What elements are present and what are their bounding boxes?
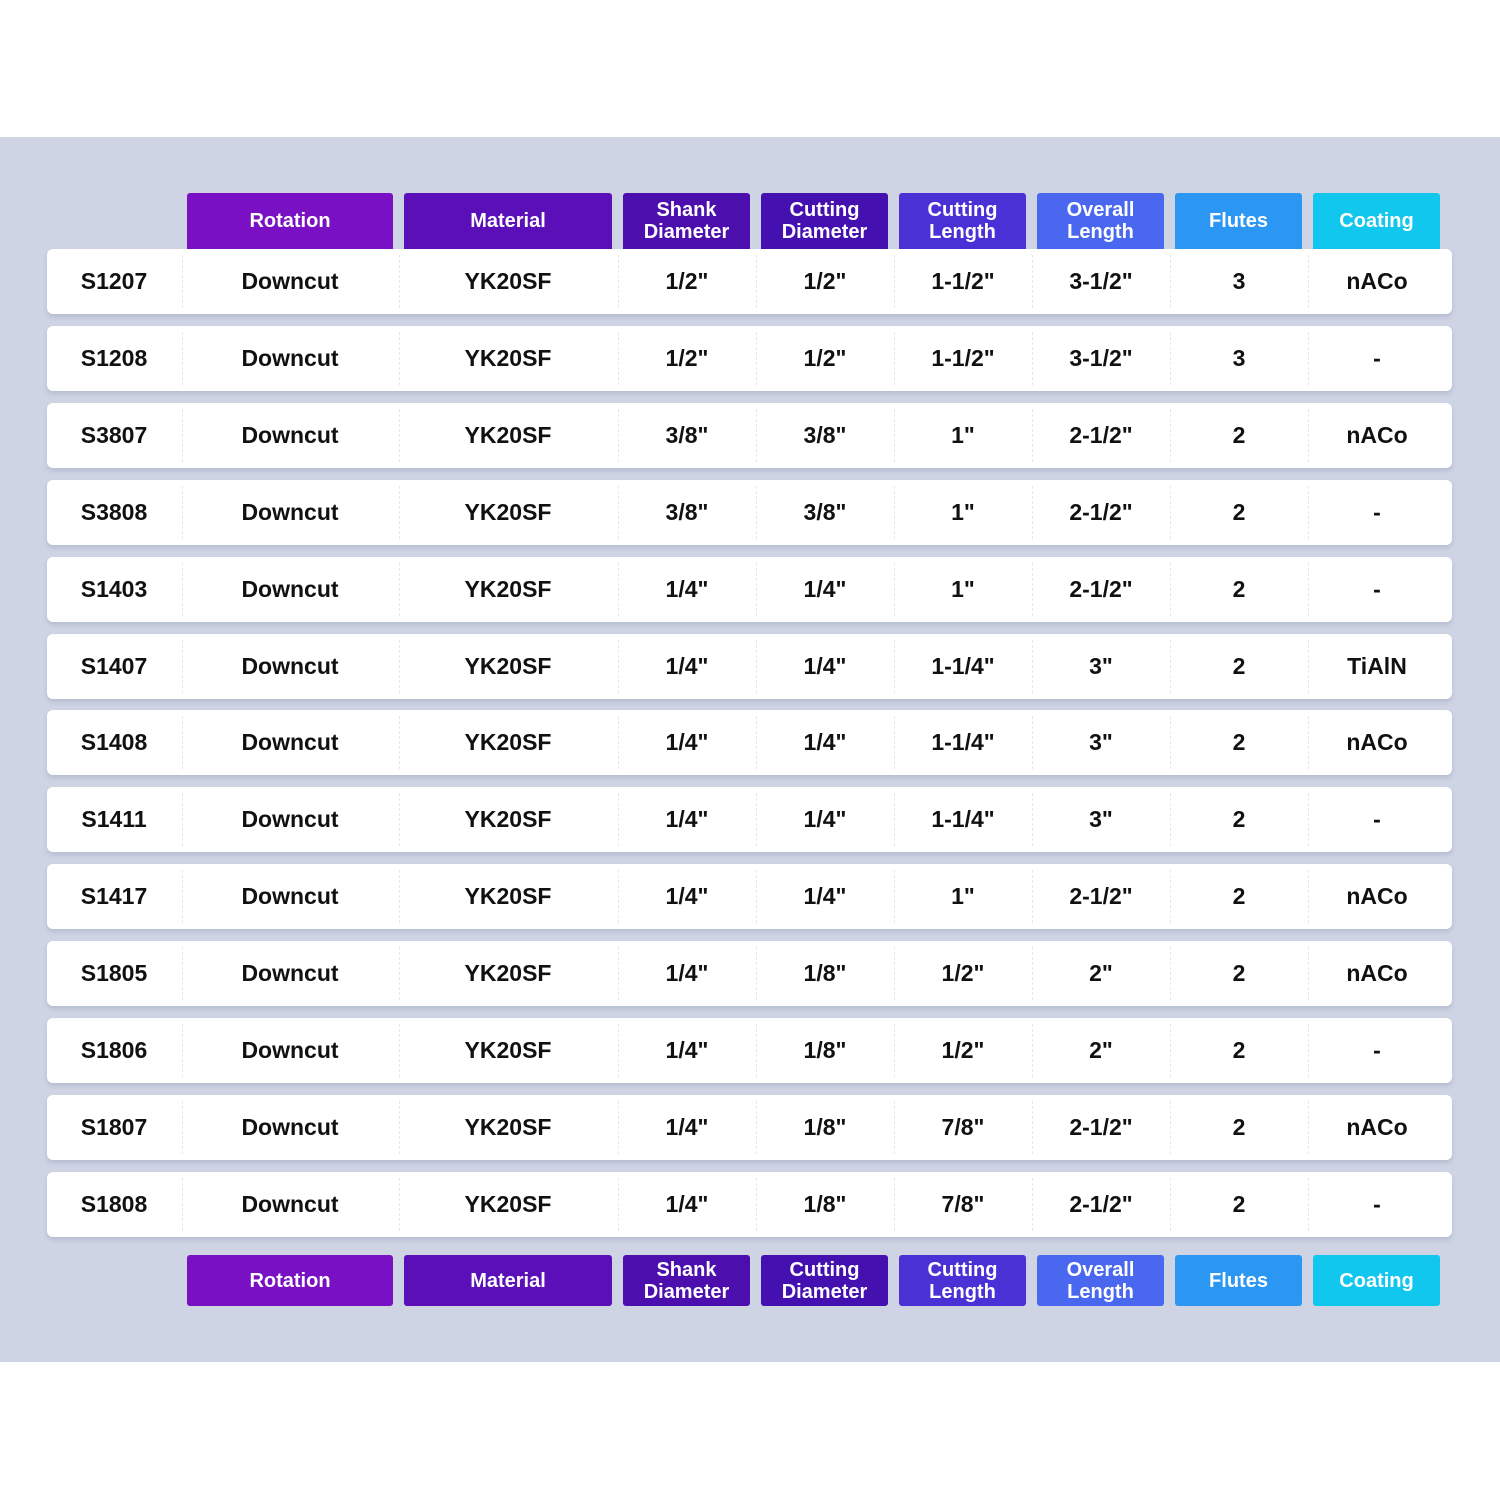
cell-cutting-length: 1" <box>951 498 975 525</box>
table-row <box>47 941 1452 1006</box>
column-divider <box>399 640 400 693</box>
cell-shank-diameter: 1/2" <box>665 268 709 294</box>
header-label-line: Cutting <box>927 199 998 221</box>
cell-coating: nACo <box>1346 268 1408 294</box>
header-label-line: Cutting <box>927 1258 998 1281</box>
table-row <box>47 249 1452 314</box>
cell-shank-diameter: 1/4" <box>665 1113 709 1140</box>
cell-overall-length: 3-1/2" <box>1069 344 1133 371</box>
cell-material: YK20SF <box>464 268 552 294</box>
cell-model: S1417 <box>80 883 148 910</box>
cell-cutting-diameter: 1/8" <box>803 1190 847 1217</box>
table-row <box>47 787 1452 852</box>
cell-model: S1806 <box>80 1037 148 1063</box>
cell-cutting-length: 1" <box>951 575 975 602</box>
table-row <box>47 864 1452 929</box>
cell-material: YK20SF <box>464 806 552 833</box>
cell-coating: - <box>1373 575 1381 602</box>
table-row <box>47 634 1452 699</box>
cell-coating: TiAlN <box>1347 652 1407 679</box>
header-label <box>249 1270 330 1292</box>
cell-cutting-diameter: 1/2" <box>803 344 847 371</box>
header-label <box>928 199 998 243</box>
cell-material: YK20SF <box>464 498 552 525</box>
cell-cutting-diameter: 3/8" <box>803 421 847 448</box>
cell-model: S1807 <box>80 1113 148 1140</box>
header-label-line: Diameter <box>643 1280 730 1303</box>
cell-material: YK20SF <box>464 575 552 602</box>
header-label-line: Flutes <box>1209 1269 1268 1292</box>
header-coating <box>1313 193 1440 249</box>
cell-flutes: 2 <box>1232 1190 1246 1217</box>
header-label <box>1209 1270 1268 1292</box>
table-row <box>47 326 1452 391</box>
cell-flutes: 2 <box>1232 883 1246 910</box>
table-row <box>47 710 1452 775</box>
column-divider <box>399 486 400 539</box>
cell-model: S1403 <box>80 575 148 602</box>
cell-cutting-length: 1-1/4" <box>931 806 995 833</box>
header-label <box>470 210 546 232</box>
cell-coating: nACo <box>1346 883 1408 910</box>
header-material <box>404 193 612 249</box>
column-divider <box>399 409 400 462</box>
header-label <box>249 210 330 232</box>
cell-material: YK20SF <box>464 960 552 987</box>
header-label-line: Shank <box>656 199 717 221</box>
header-label-line: Coating <box>1339 1269 1414 1292</box>
header-label <box>1067 199 1135 243</box>
cell-cutting-diameter: 1/4" <box>803 883 847 910</box>
cell-rotation: Downcut <box>241 1190 339 1217</box>
cell-flutes: 3 <box>1232 268 1246 294</box>
cell-rotation: Downcut <box>241 421 339 448</box>
cell-cutting-length: 1/2" <box>941 960 985 987</box>
cell-coating: - <box>1373 498 1381 525</box>
footer-header-material <box>404 1255 612 1306</box>
cell-model: S1208 <box>80 344 148 371</box>
cell-overall-length: 3" <box>1089 652 1113 679</box>
cell-shank-diameter: 1/4" <box>665 806 709 833</box>
cell-coating: - <box>1373 344 1381 371</box>
cell-coating: nACo <box>1346 1113 1408 1140</box>
column-divider <box>399 793 400 846</box>
header-label-line: Length <box>929 221 996 243</box>
cell-flutes: 2 <box>1232 421 1246 448</box>
cell-shank-diameter: 1/4" <box>665 729 709 756</box>
table-row <box>47 1018 1452 1083</box>
cell-overall-length: 3-1/2" <box>1069 268 1133 294</box>
cell-material: YK20SF <box>464 344 552 371</box>
cell-rotation: Downcut <box>241 652 339 679</box>
header-label <box>1209 210 1268 232</box>
cell-overall-length: 2-1/2" <box>1069 421 1133 448</box>
table-row <box>47 1172 1452 1237</box>
cell-rotation: Downcut <box>241 344 339 371</box>
cell-cutting-diameter: 1/4" <box>803 806 847 833</box>
cell-flutes: 2 <box>1232 652 1246 679</box>
column-divider <box>399 255 400 308</box>
cell-shank-diameter: 1/2" <box>665 344 709 371</box>
cell-coating: nACo <box>1346 729 1408 756</box>
header-label-line: Material <box>470 1269 546 1292</box>
column-divider <box>399 563 400 616</box>
column-divider <box>399 332 400 385</box>
cell-model: S1805 <box>80 960 148 987</box>
cell-cutting-length: 1-1/2" <box>931 344 995 371</box>
footer-header-shank-diameter <box>623 1255 750 1306</box>
cell-overall-length: 2-1/2" <box>1069 883 1133 910</box>
header-cutting-diameter <box>761 193 888 249</box>
column-divider <box>399 1101 400 1154</box>
table-row <box>47 1095 1452 1160</box>
cell-shank-diameter: 3/8" <box>665 498 709 525</box>
cell-coating: - <box>1373 1037 1381 1063</box>
header-label <box>470 1270 546 1292</box>
cell-overall-length: 3" <box>1089 806 1113 833</box>
header-shank-diameter <box>623 193 750 249</box>
cell-rotation: Downcut <box>241 883 339 910</box>
cell-model: S1408 <box>80 729 148 756</box>
table-row <box>47 403 1452 468</box>
cell-rotation: Downcut <box>241 806 339 833</box>
footer-header-overall-length <box>1037 1255 1164 1306</box>
header-label <box>644 1259 730 1303</box>
cell-cutting-length: 7/8" <box>941 1113 985 1140</box>
cell-material: YK20SF <box>464 1113 552 1140</box>
cell-material: YK20SF <box>464 652 552 679</box>
header-label-line: Coating <box>1339 210 1414 232</box>
column-divider <box>399 870 400 923</box>
cell-cutting-length: 1-1/4" <box>931 729 995 756</box>
cell-cutting-length: 1" <box>951 421 975 448</box>
header-label <box>1067 1259 1135 1303</box>
cell-overall-length: 2" <box>1089 960 1113 987</box>
cell-flutes: 2 <box>1232 575 1246 602</box>
header-label-line: Length <box>929 1280 996 1303</box>
cell-model: S1407 <box>80 652 148 679</box>
cell-rotation: Downcut <box>241 498 339 525</box>
cell-shank-diameter: 1/4" <box>665 960 709 987</box>
header-label-line: Cutting <box>789 199 860 221</box>
cell-cutting-diameter: 1/4" <box>803 652 847 679</box>
footer-header-rotation <box>187 1255 393 1306</box>
cell-cutting-diameter: 1/2" <box>803 268 847 294</box>
cell-model: S3807 <box>80 421 148 448</box>
column-divider <box>399 1024 400 1077</box>
cell-flutes: 2 <box>1232 498 1246 525</box>
cell-cutting-length: 1-1/2" <box>931 268 995 294</box>
cell-cutting-length: 1" <box>951 883 975 910</box>
cell-overall-length: 2-1/2" <box>1069 575 1133 602</box>
cell-material: YK20SF <box>464 421 552 448</box>
cell-material: YK20SF <box>464 1190 552 1217</box>
cell-flutes: 3 <box>1232 344 1246 371</box>
header-label <box>1339 210 1413 232</box>
footer-header-cutting-diameter <box>761 1255 888 1306</box>
cell-cutting-length: 1-1/4" <box>931 652 995 679</box>
header-label-line: Shank <box>656 1258 717 1281</box>
header-cutting-length <box>899 193 1026 249</box>
cell-coating: nACo <box>1346 960 1408 987</box>
cell-model: S1808 <box>80 1190 148 1217</box>
header-label-line: Diameter <box>781 221 868 243</box>
cell-flutes: 2 <box>1232 729 1246 756</box>
cell-material: YK20SF <box>464 729 552 756</box>
cell-cutting-diameter: 1/8" <box>803 960 847 987</box>
cell-cutting-diameter: 1/8" <box>803 1037 847 1063</box>
cell-shank-diameter: 1/4" <box>665 652 709 679</box>
header-label-line: Diameter <box>643 221 730 243</box>
header-label-line: Overall <box>1066 199 1135 221</box>
cell-cutting-length: 1/2" <box>941 1037 985 1063</box>
cell-coating: - <box>1373 1190 1381 1217</box>
cell-model: S3808 <box>80 498 148 525</box>
cell-rotation: Downcut <box>241 1037 339 1063</box>
cell-cutting-diameter: 1/4" <box>803 729 847 756</box>
cell-material: YK20SF <box>464 1037 552 1063</box>
footer-header-flutes <box>1175 1255 1302 1306</box>
column-divider <box>399 716 400 769</box>
cell-flutes: 2 <box>1232 960 1246 987</box>
cell-shank-diameter: 3/8" <box>665 421 709 448</box>
cell-rotation: Downcut <box>241 729 339 756</box>
cell-rotation: Downcut <box>241 1113 339 1140</box>
cell-rotation: Downcut <box>241 575 339 602</box>
cell-shank-diameter: 1/4" <box>665 1037 709 1063</box>
column-divider <box>399 947 400 1000</box>
header-label-line: Rotation <box>249 210 331 232</box>
header-label-line: Diameter <box>781 1280 868 1303</box>
header-label <box>1339 1270 1413 1292</box>
cell-cutting-diameter: 1/8" <box>803 1113 847 1140</box>
header-label-line: Flutes <box>1209 210 1268 232</box>
header-label-line: Material <box>470 210 546 232</box>
header-rotation <box>187 193 393 249</box>
cell-overall-length: 3" <box>1089 729 1113 756</box>
cell-overall-length: 2-1/2" <box>1069 498 1133 525</box>
cell-rotation: Downcut <box>241 960 339 987</box>
header-label <box>782 199 868 243</box>
cell-model: S1411 <box>81 806 147 833</box>
cell-model: S1207 <box>80 268 148 294</box>
header-label-line: Length <box>1067 1280 1134 1303</box>
cell-cutting-length: 7/8" <box>941 1190 985 1217</box>
cell-material: YK20SF <box>464 883 552 910</box>
header-flutes <box>1175 193 1302 249</box>
cell-flutes: 2 <box>1232 1037 1246 1063</box>
footer-header-coating <box>1313 1255 1440 1306</box>
cell-rotation: Downcut <box>241 268 339 294</box>
table-row <box>47 480 1452 545</box>
cell-overall-length: 2-1/2" <box>1069 1190 1133 1217</box>
header-label-line: Cutting <box>789 1258 860 1281</box>
cell-cutting-diameter: 3/8" <box>803 498 847 525</box>
header-label-line: Overall <box>1066 1258 1135 1281</box>
header-label <box>928 1259 998 1303</box>
cell-coating: nACo <box>1346 421 1408 448</box>
table-row <box>47 557 1452 622</box>
header-label <box>782 1259 868 1303</box>
header-overall-length <box>1037 193 1164 249</box>
cell-coating: - <box>1373 806 1381 833</box>
cell-overall-length: 2" <box>1089 1037 1113 1063</box>
cell-flutes: 2 <box>1232 1113 1246 1140</box>
cell-cutting-diameter: 1/4" <box>803 575 847 602</box>
cell-shank-diameter: 1/4" <box>665 575 709 602</box>
cell-shank-diameter: 1/4" <box>665 1190 709 1217</box>
footer-header-cutting-length <box>899 1255 1026 1306</box>
cell-flutes: 2 <box>1232 806 1246 833</box>
header-label-line: Rotation <box>249 1269 331 1292</box>
column-divider <box>399 1178 400 1231</box>
cell-overall-length: 2-1/2" <box>1069 1113 1133 1140</box>
header-label <box>644 199 730 243</box>
header-label-line: Length <box>1067 221 1134 243</box>
cell-shank-diameter: 1/4" <box>665 883 709 910</box>
